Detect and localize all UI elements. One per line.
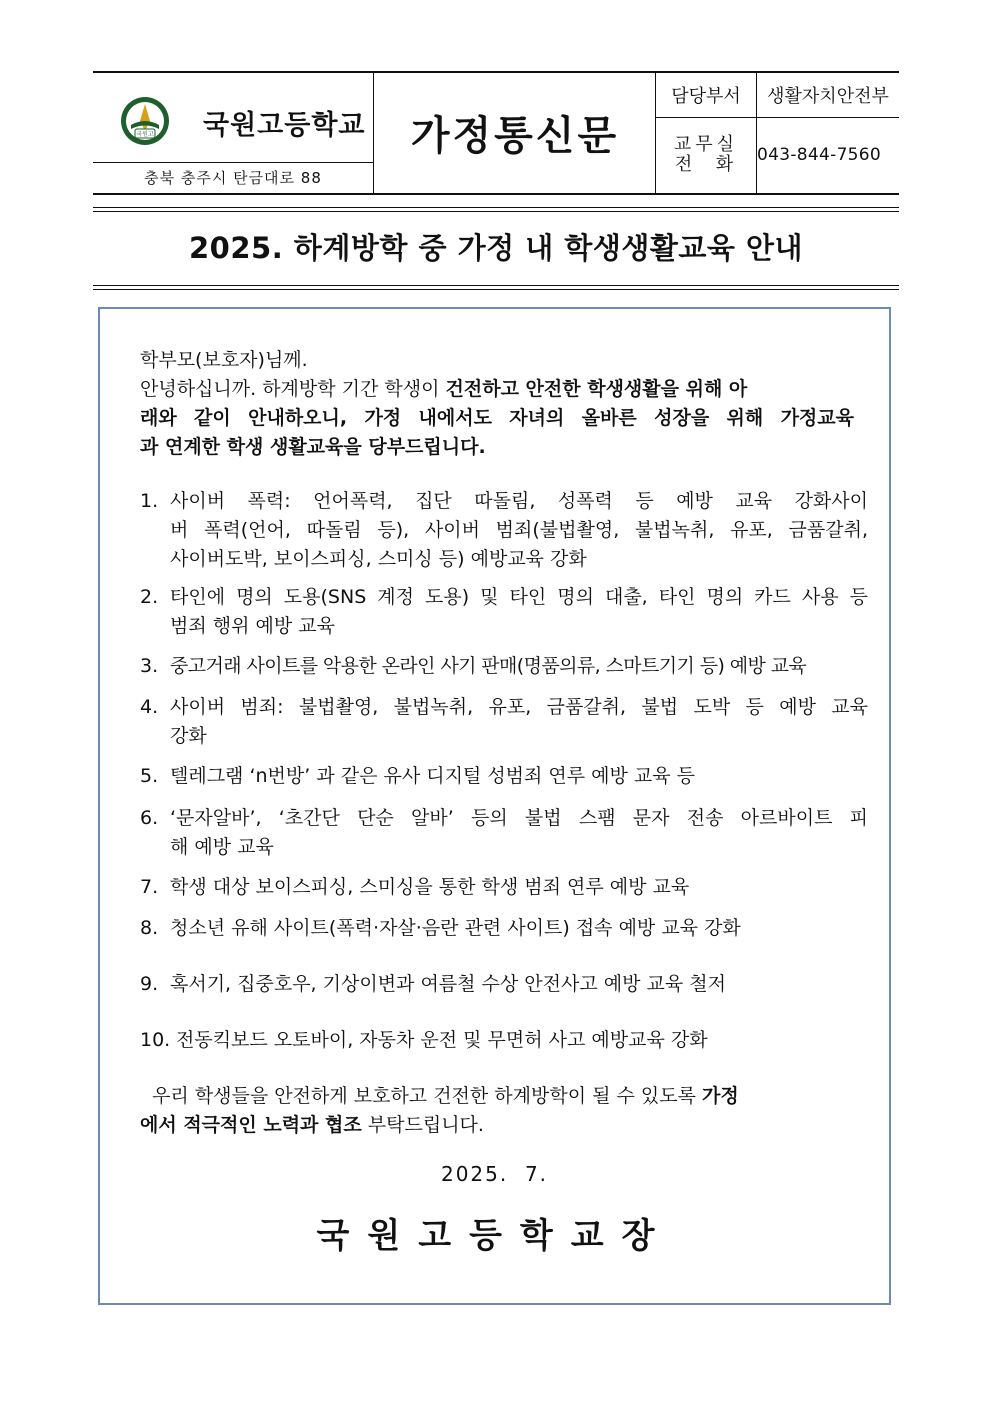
- item-number: 1.: [140, 490, 159, 512]
- closing-line-1: [140, 1082, 854, 1111]
- item-text: 중고거래 사이트를 악용한 온라인 사기 판매(명품의류, 스마트기기 등) 예방 교육: [170, 655, 807, 677]
- intro-text: 안녕하십니까. 하계방학 기간 학생이: [140, 378, 446, 400]
- intro-line-1: [140, 375, 854, 404]
- item-number: 4.: [140, 696, 159, 718]
- item-text: 타인에 명의 도용(SNS 계정 도용) 및 타인 명의 대출, 타인 명의 카드 사용 등: [170, 586, 868, 608]
- item-text: 강화: [170, 725, 207, 747]
- list-item: [140, 970, 868, 999]
- item-text: 청소년 유해 사이트(폭력·자살·음란 관련 사이트) 접속 예방 교육 강화: [170, 917, 741, 939]
- list-item: [140, 693, 868, 751]
- item-number: 7.: [140, 876, 159, 898]
- greeting: 학부모(보호자)님께.: [140, 349, 308, 371]
- intro-bold-text: 래와 같이 안내하오니, 가정 내에서도 자녀의 올바른 성장을 위해 가정교육: [140, 407, 854, 429]
- phone-number: 043-844-7560: [757, 144, 882, 165]
- dept-label: 담당부서: [671, 86, 741, 107]
- closing-line-2: [140, 1111, 484, 1140]
- item-number: 10.: [140, 1029, 171, 1051]
- phone-label: 전 화: [674, 153, 738, 175]
- title-rule-bottom-2: [93, 289, 899, 290]
- item-number: 9.: [140, 973, 159, 995]
- dept-value: 생활자치안전부: [767, 86, 889, 107]
- school-name: 국원고등학교: [203, 110, 366, 141]
- item-text: 범죄 행위 예방 교육: [170, 615, 335, 637]
- principal-signature: 국원고등학교장: [316, 1216, 673, 1256]
- title-rule-top: [93, 207, 899, 208]
- intro-bold-text: 건전하고 안전한 학생생활을 위해 아: [445, 378, 748, 400]
- intro-line-2: [140, 404, 854, 433]
- closing-text: 우리 학생들을 안전하게 보호하고 건전한 하계방학이 될 수 있도록: [140, 1085, 702, 1107]
- office-phone-label: [656, 118, 756, 191]
- school-emblem-icon: [119, 95, 171, 147]
- closing-bold-text: 에서 적극적인 노력과 협조: [140, 1114, 362, 1136]
- closing-text: 부탁드립니다.: [361, 1114, 484, 1136]
- item-text: 전동킥보드 오토바이, 자동차 운전 및 무면허 사고 예방교육 강화: [176, 1029, 708, 1051]
- title-rule-bottom: [93, 285, 899, 286]
- item-text: 해 예방 교육: [170, 836, 274, 858]
- paper-title: 가정통신문: [410, 112, 620, 159]
- letterhead: [93, 71, 899, 195]
- intro-bold-text: 과 연계한 학생 생활교육을 당부드립니다.: [140, 436, 486, 458]
- item-text: 학생 대상 보이스피싱, 스미싱을 통한 학생 범죄 연루 예방 교육: [170, 876, 690, 898]
- item-text: 사이버도박, 보이스피싱, 스미싱 등) 예방교육 강화: [170, 548, 587, 570]
- list-item: [140, 762, 868, 791]
- item-number: 5.: [140, 765, 159, 787]
- list-item: [140, 804, 868, 862]
- document-title: 2025. 하계방학 중 가정 내 학생생활교육 안내: [188, 231, 804, 265]
- item-text: 텔레그램 ‘n번방’ 과 같은 유사 디지털 성범죄 연루 예방 교육 등: [170, 765, 696, 787]
- list-item: [140, 914, 868, 943]
- item-text: 버 폭력(언어, 따돌림 등), 사이버 범죄(불법촬영, 불법녹취, 유포, 금품갈취,: [170, 519, 868, 541]
- item-text: 사이버 폭력: 언어폭력, 집단 따돌림, 성폭력 등 예방 교육 강화사이: [170, 490, 868, 512]
- divider: [93, 162, 373, 163]
- item-text: 혹서기, 집중호우, 기상이변과 여름철 수상 안전사고 예방 교육 철저: [170, 973, 726, 995]
- logo-text: 국원고: [136, 131, 154, 138]
- closing-bold-text: 가정: [702, 1085, 739, 1107]
- list-item: [140, 652, 868, 681]
- list-item: [140, 583, 868, 641]
- title-rule-top-2: [93, 211, 899, 212]
- item-number: 6.: [140, 807, 159, 829]
- list-item: [140, 873, 868, 902]
- list-item: [140, 487, 868, 574]
- intro-line-3: [140, 433, 486, 462]
- item-text: 사이버 범죄: 불법촬영, 불법녹취, 유포, 금품갈취, 불법 도박 등 예방 교육: [170, 696, 868, 718]
- office-label: 교무실: [673, 133, 739, 155]
- item-number: 3.: [140, 655, 159, 677]
- list-item: [140, 1026, 868, 1055]
- item-number: 8.: [140, 917, 159, 939]
- school-address: 충북 충주시 탄금대로 88: [144, 169, 322, 187]
- issue-date: 2025. 7.: [440, 1162, 549, 1186]
- item-number: 2.: [140, 586, 159, 608]
- item-text: ‘문자알바’, ‘초간단 단순 알바’ 등의 불법 스팸 문자 전송 아르바이트 피: [170, 807, 868, 829]
